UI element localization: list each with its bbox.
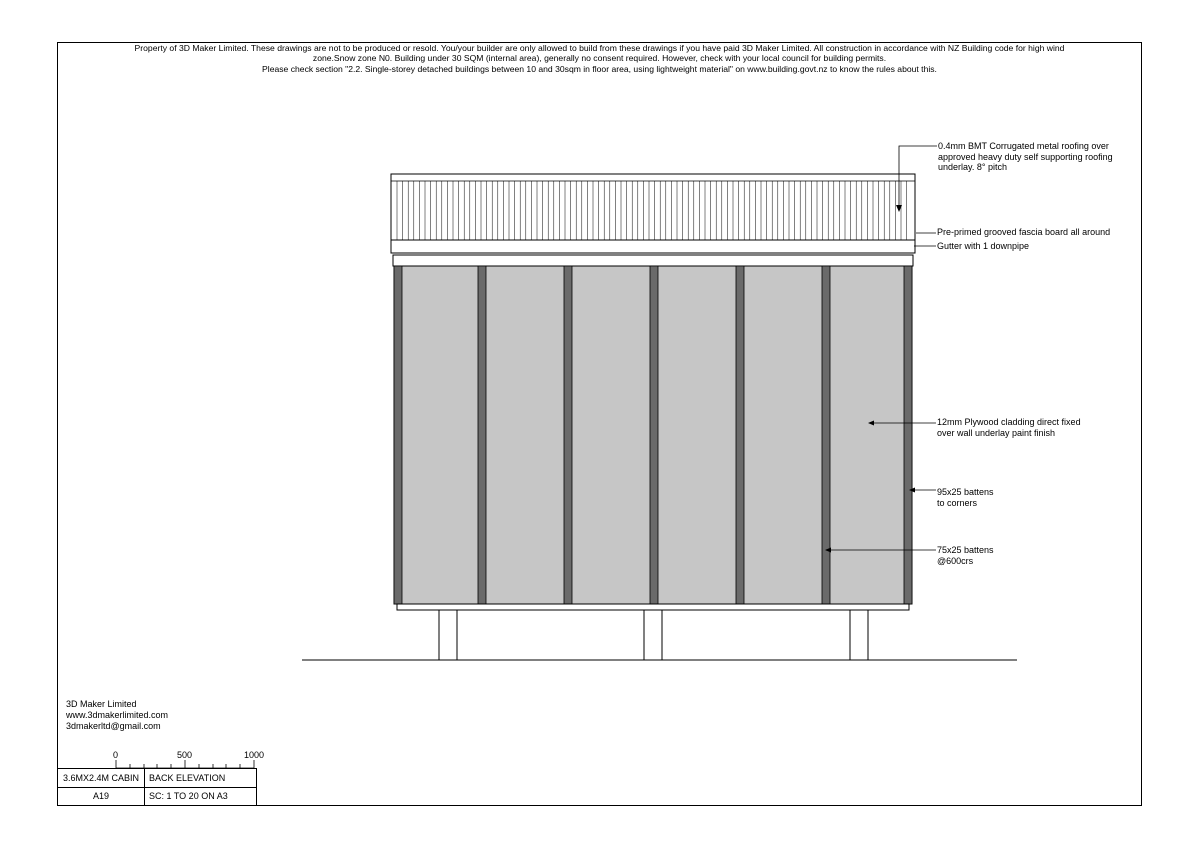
batten-callout-line-2: @600crs [937, 555, 974, 566]
fascia-callout [937, 227, 1110, 238]
plywood-callout [937, 417, 1081, 438]
pile-right [850, 610, 868, 660]
roofing-callout [938, 141, 1113, 173]
view-name: BACK ELEVATION [145, 769, 257, 788]
scale-label-1000: 1000 [244, 750, 265, 760]
gutter [393, 255, 913, 266]
drawing-scale: SC: 1 TO 20 ON A3 [145, 787, 257, 806]
roofing-callout-line-3: underlay. 8° pitch [938, 162, 1007, 172]
fascia-board [391, 240, 915, 253]
plywood-callout-line-2: over wall underlay paint finish [937, 427, 1056, 438]
title-block [57, 768, 257, 806]
corner-batten [904, 266, 912, 604]
scale-label-500: 500 [177, 750, 193, 760]
pile-left [439, 610, 457, 660]
scale-label-0: 0 [113, 750, 119, 760]
notice-line-3: Please check section "2.2. Single-storey detached buildings between 10 and 30sqm in floor area, using lightweight material" on www.building.govt.nz to know the rules about this. [262, 63, 937, 74]
pile-middle [644, 610, 662, 660]
company-name: 3D Maker Limited [66, 699, 137, 709]
gutter-callout [937, 241, 1029, 252]
bottom-plate [397, 604, 909, 610]
batten-callout [937, 545, 994, 566]
batten [822, 266, 830, 604]
corner-batten [394, 266, 402, 604]
sheet-number: A19 [58, 787, 145, 806]
batten [736, 266, 744, 604]
corner-batten-callout-line-1: 95x25 battens [937, 487, 994, 497]
project-name: 3.6MX2.4M CABIN [58, 769, 145, 788]
roofing-callout-line-1: 0.4mm BMT Corrugated metal roofing over [938, 141, 1109, 151]
batten [478, 266, 486, 604]
notice-line-2: zone.Snow zone N0. Building under 30 SQM (internal area), generally no consent required. However, check with your local council for building permits. [312, 53, 887, 64]
batten [564, 266, 572, 604]
roofing-callout-line-2: approved heavy duty self supporting roofing [938, 151, 1113, 162]
corrugated-roof [391, 174, 915, 240]
corner-batten-callout-line-2: to corners [937, 497, 978, 508]
company-email: 3dmakerltd@gmail.com [66, 721, 161, 731]
plywood-callout-line-1: 12mm Plywood cladding direct fixed [937, 417, 1081, 427]
batten-callout-line-1: 75x25 battens [937, 545, 994, 555]
company-website: www.3dmakerlimited.com [66, 710, 169, 720]
gutter-callout-line-1: Gutter with 1 downpipe [937, 241, 1030, 251]
scale-bar [116, 760, 254, 768]
company-info [66, 699, 168, 732]
fascia-callout-line-1: Pre-primed grooved fascia board all around [937, 227, 1111, 237]
notice-line-1: Property of 3D Maker Limited. These drawings are not to be produced or resold. You/your builder are only allowed to build from these drawings if you have paid 3D Maker Limited. All construction in accordance with NZ Building code for high wind [134, 43, 1065, 53]
corner-batten-callout [937, 487, 994, 508]
batten [650, 266, 658, 604]
